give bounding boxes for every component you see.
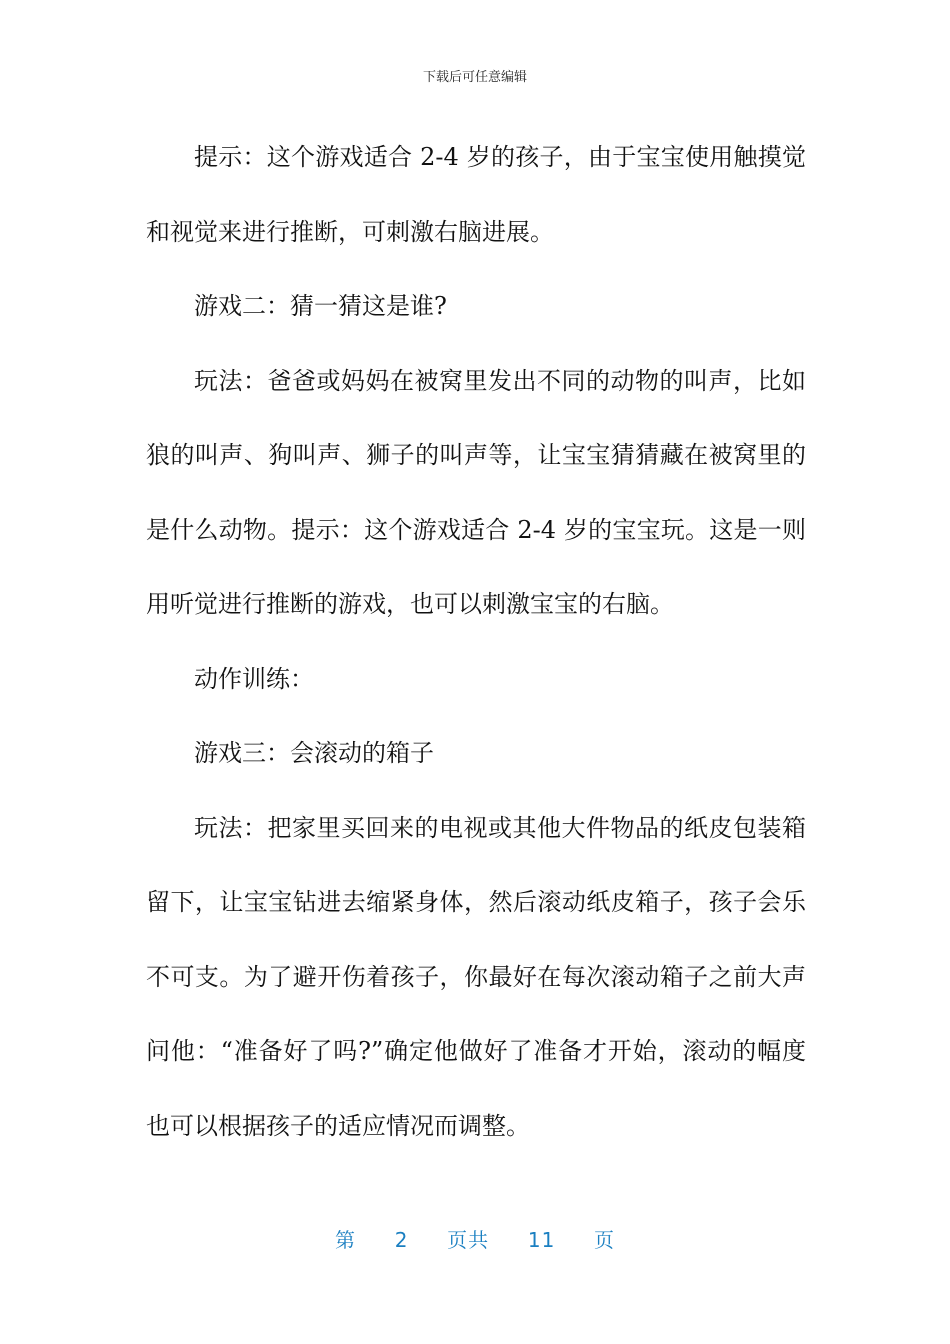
paragraph-motion-training: 动作训练：	[194, 664, 314, 693]
paragraph-hint-1: 提示：这个游戏适合 2-4 岁的孩子，由于宝宝使用触摸觉和视觉来进行推断，可刺激右脑进展。	[146, 143, 806, 246]
paragraph-game-2-rules: 玩法：爸爸或妈妈在被窝里发出不同的动物的叫声，比如狼的叫声、狗叫声、狮子的叫声等，让宝宝猜猜藏在被窝里的是什么动物。提示：这个游戏适合 2-4 岁的宝宝玩。这是一则用听觉进行推断的游戏，也可以刺激宝宝的右脑。	[146, 366, 806, 618]
footer-middle: 页共	[447, 1228, 490, 1252]
footer-suffix: 页	[594, 1228, 616, 1252]
footer-page-number: 2	[394, 1228, 409, 1252]
page-header: 下载后可任意编辑	[422, 70, 527, 85]
page-footer	[0, 1224, 950, 1253]
document-body	[146, 120, 806, 1163]
paragraph-game-3-rules: 玩法：把家里买回来的电视或其他大件物品的纸皮包装箱留下，让宝宝钻进去缩紧身体，然后滚动纸皮箱子，孩子会乐不可支。为了避开伤着孩子，你最好在每次滚动箱子之前大声问他：“准备好了吗?”确定他做好了准备才开始，滚动的幅度也可以根据孩子的适应情况而调整。	[146, 813, 806, 1140]
paragraph-game-3-title: 游戏三：会滚动的箱子	[194, 739, 434, 767]
paragraph-game-2-title: 游戏二：猜一猜这是谁?	[194, 292, 447, 320]
footer-total-pages: 11	[527, 1228, 556, 1252]
footer-prefix: 第	[334, 1228, 356, 1252]
